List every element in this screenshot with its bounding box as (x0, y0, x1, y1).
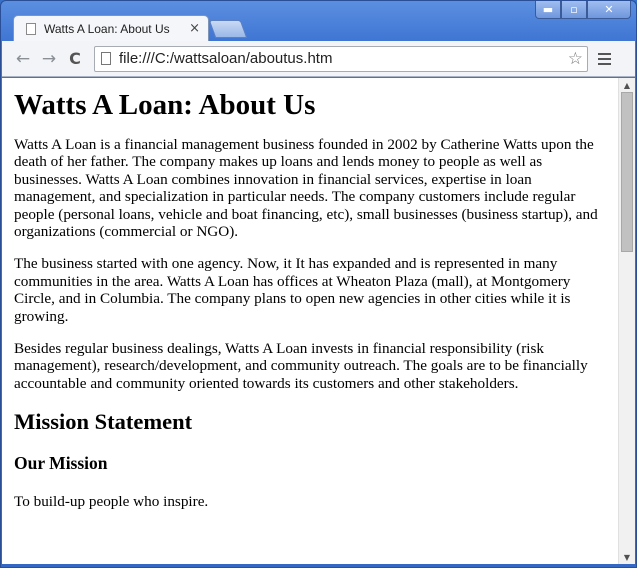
minimize-button[interactable]: ▬ (535, 1, 561, 19)
bookmark-star-icon[interactable]: ☆ (567, 48, 583, 69)
forward-button[interactable]: → (41, 48, 57, 69)
paragraph-growth: The business started with one agency. Now, it It has expanded and is represented in many communities in the area. Watts A Loan has offices at Wheaton Plaza (mall), at Montgomery Circle, and in Columbia. The company plans to open new agencies in other cities while it is growing. (14, 255, 571, 325)
tab-close-icon[interactable]: × (189, 21, 200, 36)
mission-statement-heading: Mission Statement (14, 409, 193, 435)
back-button[interactable]: ← (15, 48, 31, 69)
mission-text: To build-up people who inspire. (14, 493, 209, 511)
page-content (2, 88, 618, 511)
address-bar[interactable] (94, 46, 588, 72)
page-title: Watts A Loan: About Us (14, 89, 316, 121)
tab-title: Watts A Loan: About Us (44, 21, 170, 36)
vertical-scrollbar[interactable] (618, 78, 635, 564)
maximize-button[interactable]: ▫ (561, 1, 587, 19)
close-window-button[interactable]: ✕ (587, 1, 631, 19)
paragraph-goals: Besides regular business dealings, Watts A Loan invests in financial responsibility (risk management), research/development, and community outreach. The goals are to be financially accountable and community oriented towards its customers and other stakeholders. (14, 340, 588, 392)
paragraph-intro: Watts A Loan is a financial management business founded in 2002 by Catherine Watts upon the death of her father. The company makes up loans and lends money to people as well as businesses. Watts A Loan combines innovation in financial services, expertise in loan management, and specialization in particular needs. The company customers include regular people (personal loans, vehicle and boat financing, etc), small businesses (business startup), and organizations (commercial or NGO). (14, 136, 598, 241)
new-tab-button[interactable] (209, 20, 248, 38)
browser-tab[interactable] (13, 15, 209, 41)
page-viewport (2, 78, 618, 564)
menu-icon[interactable] (598, 53, 611, 65)
page-icon (26, 23, 36, 35)
scroll-thumb[interactable] (621, 92, 633, 252)
window-controls (535, 1, 631, 19)
scroll-up-icon[interactable]: ▲ (623, 80, 631, 90)
page-icon (101, 52, 111, 65)
our-mission-heading: Our Mission (14, 453, 108, 474)
reload-button[interactable]: C (69, 49, 81, 68)
scroll-down-icon[interactable]: ▼ (623, 552, 631, 562)
url-input[interactable] (119, 50, 568, 67)
browser-toolbar (2, 41, 635, 77)
